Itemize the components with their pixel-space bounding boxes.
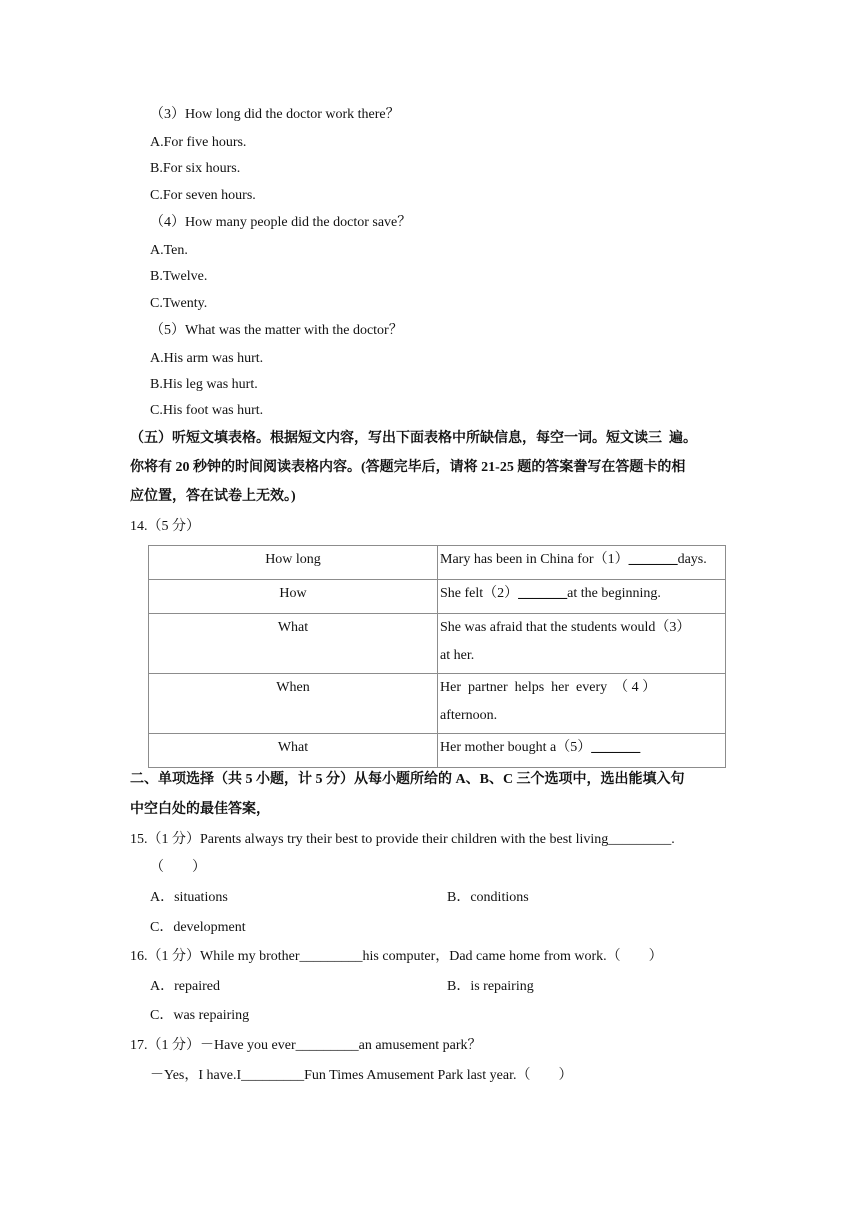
q15-option-a: A．situations [150,890,228,905]
q15-option-c: C．development [150,920,246,935]
q13-sub5-option-c: C.His foot was hurt. [150,403,264,418]
content-text: Mary has been in China for（1） [440,552,629,567]
row-content [438,546,726,580]
row-content [438,614,726,674]
q15-option-b: B．conditions [447,890,529,905]
row-content [438,580,726,614]
content-line: afternoon. [440,708,498,723]
content-text: Her mother bought a（5） [440,740,592,755]
content-line: at her. [440,648,475,663]
q13-sub3-option-c: C.For seven hours. [150,188,256,203]
q13-sub4-option-b: B.Twelve. [150,269,208,284]
q17-line-2: －Yes，I have.I_________Fun Times Amusement Park last year.（ ） [150,1068,573,1083]
q15-answer-paren: （ ） [150,860,206,875]
content-text: at the beginning. [567,586,661,601]
q16-option-b: B．is repairing [447,979,534,994]
q13-sub4-option-a: A.Ten. [150,243,188,258]
row-label: What [149,734,438,768]
row-label: How long [149,546,438,580]
content-line: She was afraid that the students would（3） [440,620,691,635]
q13-sub5-option-b: B.His leg was hurt. [150,377,258,392]
table-row [149,580,726,614]
section5-line-1: （五）听短文填表格。根据短文内容，写出下面表格中所缺信息，每空一词。短文读三 遍。 [130,431,697,446]
q13-sub3-option-a: A.For five hours. [150,135,247,150]
q14-fill-table [148,545,726,768]
table-row [149,734,726,768]
q16-stem: 16.（1 分）While my brother_________his computer，Dad came home from work.（ ） [130,949,663,964]
q13-sub3-stem: （3）How long did the doctor work there？ [150,107,400,122]
section2-line-1: 二、单项选择（共 5 小题，计 5 分）从每小题所给的 A、B、C 三个选项中，选出能填入句 [130,772,685,787]
row-label: What [149,614,438,674]
row-content [438,734,726,768]
q15-stem: 15.（1 分）Parents always try their best to provide their children with the best living_________. [130,832,675,847]
q13-sub4-option-c: C.Twenty. [150,296,208,311]
content-line: Her partner helps her every （ 4 ） [440,680,657,695]
answer-blank-5: _______ [591,740,641,755]
q13-sub3-option-b: B.For six hours. [150,161,241,176]
q13-sub5-stem: （5）What was the matter with the doctor？ [150,323,403,338]
q14-header: 14.（5 分） [130,519,200,534]
section5-line-2: 你将有 20 秒钟的时间阅读表格内容。(答题完毕后，请将 21-25 题的答案誊写在答题卡的相 [130,460,686,475]
section2-line-2: 中空白处的最佳答案， [130,802,270,817]
q16-option-a: A．repaired [150,979,220,994]
table-row [149,614,726,674]
q13-sub5-option-a: A.His arm was hurt. [150,351,264,366]
content-text: days. [677,552,707,567]
row-label: How [149,580,438,614]
row-content [438,674,726,734]
row-label: When [149,674,438,734]
q17-stem: 17.（1 分）－Have you ever_________an amusement park？ [130,1038,482,1053]
answer-blank-1: _______ [628,552,678,567]
answer-blank-2: _______ [518,586,568,601]
table-row [149,674,726,734]
content-text: She felt（2） [440,586,519,601]
q13-sub4-stem: （4）How many people did the doctor save？ [150,215,412,230]
q16-option-c: C．was repairing [150,1008,250,1023]
section5-line-3: 应位置，答在试卷上无效。) [130,489,296,504]
table-row [149,546,726,580]
